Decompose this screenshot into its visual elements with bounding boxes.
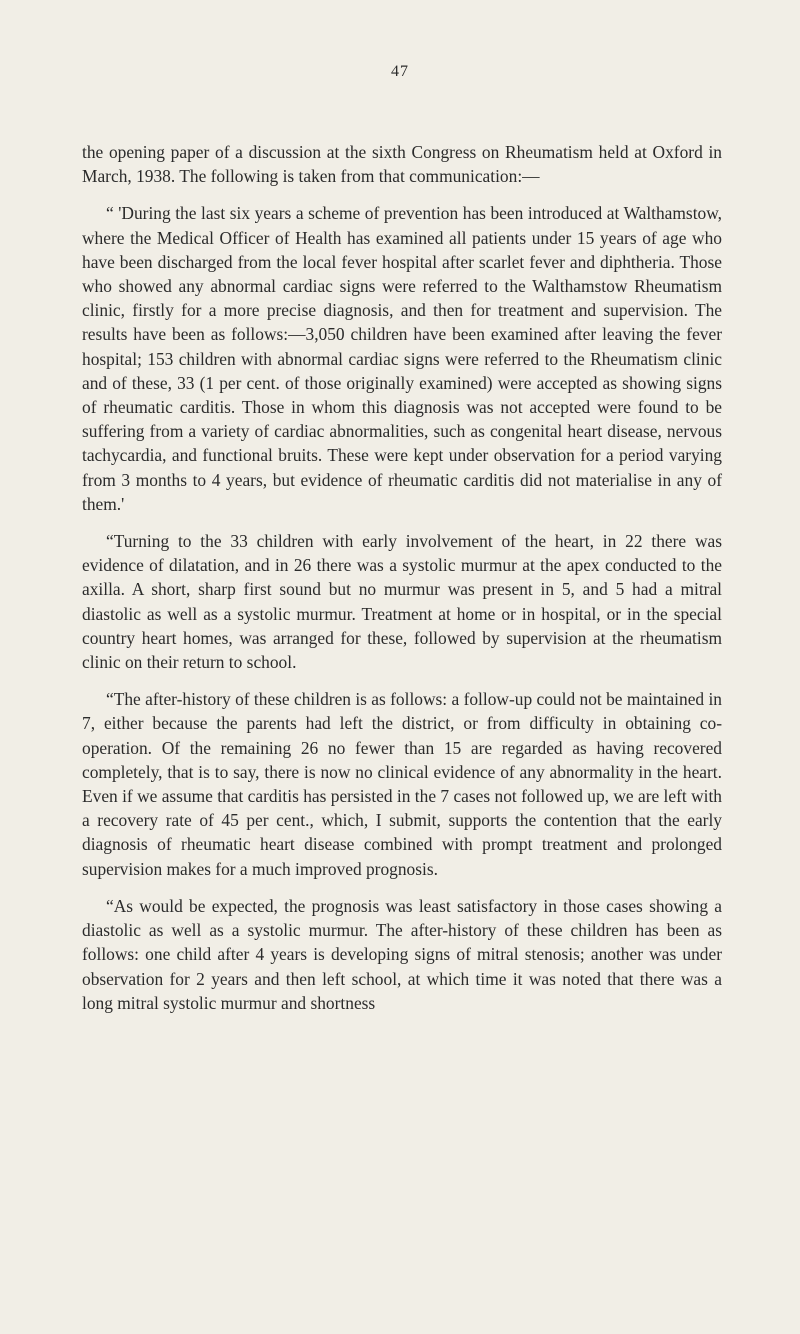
paragraph-continuation: the opening paper of a discussion at the sixth Congress on Rheumatism held at Oxford in March, 1938. The following is taken from that communication:—	[82, 142, 722, 187]
page-number: 47	[391, 63, 409, 80]
paragraph-quote-scheme: “ 'During the last six years a scheme of prevention has been introduced at Walthamstow, where the Medical Officer of Health has examined all patients under 15 years of age who have been discharged from the local fever hospital after scarlet fever and diphtheria. Those who showed any abnormal cardiac signs were referred to the Walthamstow Rheumatism clinic, firstly for a more precise diagnosis, and then for treatment and supervision. The results have been as follows:—3,050 children have been examined after leaving the fever hospital; 153 children with abnormal cardiac signs were referred to the Rheumatism clinic and of these, 33 (1 per cent. of those originally examined) were accepted as showing signs of rheumatic carditis. Those in whom this diagnosis was not accepted were found to be suffering from a variety of cardiac abnormalities, such as congenital heart disease, nervous tachycardia, and functional bruits. These were kept under observation for a period varying from 3 months to 4 years, but evidence of rheumatic carditis did not materialise in any of them.'	[82, 203, 722, 514]
body-text	[82, 140, 722, 1015]
paragraph-after-history: “The after-history of these children is as follows: a follow-up could not be maintained in 7, either because the parents had left the district, or from difficulty in obtaining co-operation. Of the remaining 26 no fewer than 15 are regarded as having recovered completely, that is to say, there is now no clinical evidence of any abnormality in the heart. Even if we assume that carditis has persisted in the 7 cases not followed up, we are left with a recovery rate of 45 per cent., which, I submit, supports the contention that the early diagnosis of rheumatic heart disease combined with prompt treatment and prolonged supervision makes for a much improved prognosis.	[82, 689, 722, 879]
paragraph-prognosis: “As would be expected, the prognosis was least satisfactory in those cases showing a diastolic as well as a systolic murmur. The after-history of these children has been as follows: one child after 4 years is developing signs of mitral stenosis; another was under observation for 2 years and then left school, at which time it was noted that there was a long mitral systolic murmur and shortness	[82, 895, 722, 1013]
paragraph-early-involvement: “Turning to the 33 children with early involvement of the heart, in 22 there was evidence of dilatation, and in 26 there was a systolic murmur at the apex conducted to the axilla. A short, sharp first sound but no murmur was present in 5, and 5 had a mitral diastolic as well as a systolic murmur. Treatment at home or in hospital, or in the special country heart homes, was arranged for these, followed by supervision at the rheumatism clinic on their return to school.	[82, 531, 722, 673]
